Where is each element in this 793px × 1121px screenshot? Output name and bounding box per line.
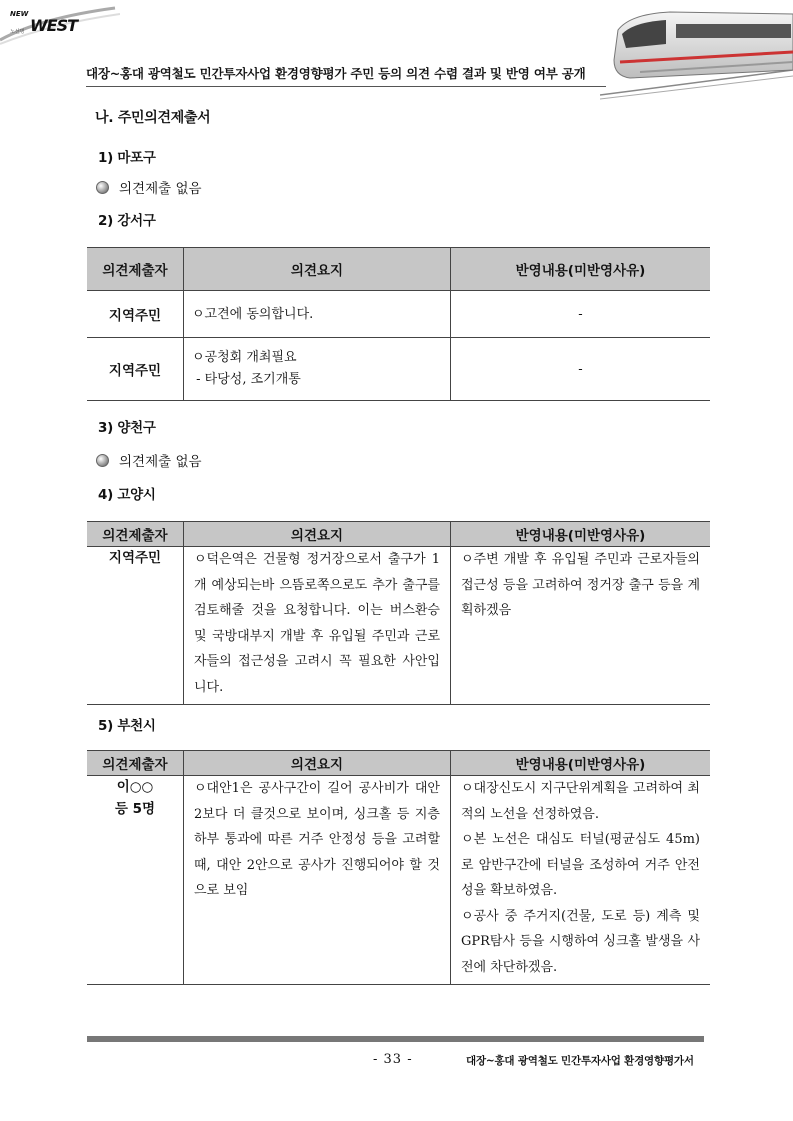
table-header-row bbox=[87, 751, 710, 776]
subsection-title-mapo: 1) 마포구 bbox=[98, 150, 156, 166]
logo-sub-text: 노선명 bbox=[10, 29, 25, 35]
response-text: ㅇ본 노선은 대심도 터널(평균심도 45m)로 암반구간에 터널을 조성하여 거주 안전성을 확보하였음. bbox=[461, 832, 700, 898]
page-header bbox=[0, 0, 793, 100]
submitter-count: 등 5명 bbox=[114, 801, 156, 817]
footer-document-title: 대장~홍대 광역철도 민간투자사업 환경영향평가서 bbox=[466, 1055, 694, 1067]
table-row bbox=[87, 338, 710, 401]
bullet-icon bbox=[96, 454, 109, 467]
opinion-cell bbox=[184, 547, 451, 705]
header-submitter: 의견제출자 bbox=[87, 248, 184, 291]
bullet-icon bbox=[96, 181, 109, 194]
header-response: 반영내용(미반영사유) bbox=[451, 248, 711, 291]
header-submitter: 의견제출자 bbox=[87, 751, 184, 776]
no-opinion-item-yangcheon bbox=[96, 450, 202, 470]
subsection-title-gangseo: 2) 강서구 bbox=[98, 213, 156, 229]
submitter-name: 이○○ bbox=[116, 779, 154, 795]
logo-new-text: NEW bbox=[10, 10, 29, 18]
response-cell bbox=[451, 776, 711, 985]
document-header-title: 대장~홍대 광역철도 민간투자사업 환경영향평가 주민 등의 의견 수렴 결과 및 반영 여부 공개 bbox=[86, 66, 586, 81]
response-text: ㅇ주변 개발 후 유입될 주민과 근로자들의 접근성 등을 고려하여 정거장 출구 등을 계획하겠음 bbox=[461, 552, 700, 618]
subsection-title-yangcheon: 3) 양천구 bbox=[98, 420, 156, 436]
response-cell: - bbox=[451, 338, 711, 401]
opinion-text: ㅇ대안1은 공사구간이 길어 공사비가 대안2보다 더 클것으로 보이며, 싱크홀 등 지층 하부 통과에 따른 거주 안정성 등을 고려할 때, 대안 2안으로 공사가 진행되어야 할 것으로 보임 bbox=[194, 781, 440, 898]
new-west-logo bbox=[4, 8, 96, 38]
response-cell bbox=[451, 547, 711, 705]
table-row bbox=[87, 776, 710, 985]
no-opinion-text: 의견제출 없음 bbox=[119, 181, 202, 197]
response-text: ㅇ공사 중 주거지(건물, 도로 등) 계측 및 GPR탐사 등을 시행하여 싱크홀 발생을 사전에 차단하겠음. bbox=[461, 908, 700, 975]
table-header-row bbox=[87, 522, 710, 547]
table-header-row bbox=[87, 248, 710, 291]
opinion-table-goyang bbox=[87, 521, 710, 705]
opinion-table-bucheon bbox=[87, 750, 710, 985]
logo-west-text: WEST bbox=[30, 16, 78, 35]
table-row bbox=[87, 291, 710, 338]
submitter-cell: 지역주민 bbox=[87, 291, 184, 338]
opinion-table-gangseo bbox=[87, 247, 710, 401]
page-number: - 33 - bbox=[373, 1052, 413, 1067]
opinion-text: ㅇ고견에 동의합니다. bbox=[192, 306, 314, 322]
opinion-cell bbox=[184, 776, 451, 985]
header-response: 반영내용(미반영사유) bbox=[451, 751, 711, 776]
response-cell: - bbox=[451, 291, 711, 338]
footer-rule bbox=[87, 1036, 704, 1042]
header-opinion: 의견요지 bbox=[184, 522, 451, 547]
opinion-text: ㅇ공청회 개최필요 bbox=[192, 350, 297, 365]
section-title: 나. 주민의견제출서 bbox=[95, 110, 211, 126]
submitter-cell: 지역주민 bbox=[87, 547, 184, 705]
table-row bbox=[87, 547, 710, 705]
response-text: ㅇ대장신도시 지구단위계획을 고려하여 최적의 노선을 선정하였음. bbox=[461, 781, 700, 822]
subsection-title-goyang: 4) 고양시 bbox=[98, 487, 156, 503]
opinion-text: ㅇ덕은역은 건물형 정거장으로서 출구가 1개 예상되는바 으뜸로쪽으로도 추가 출구를 검토해줄 것을 요청합니다. 이는 버스환승 및 국방대부지 개발 후 유입될 주민과 근로자들의 접근성을 고려시 꼭 필요한 사안입니다. bbox=[194, 552, 440, 695]
opinion-cell bbox=[184, 291, 451, 338]
opinion-subtext: - 타당성, 조기개통 bbox=[192, 372, 301, 387]
header-response: 반영내용(미반영사유) bbox=[451, 522, 711, 547]
header-submitter: 의견제출자 bbox=[87, 522, 184, 547]
opinion-cell bbox=[184, 338, 451, 401]
submitter-cell: 지역주민 bbox=[87, 338, 184, 401]
header-opinion: 의견요지 bbox=[184, 248, 451, 291]
submitter-cell bbox=[87, 776, 184, 985]
subsection-title-bucheon: 5) 부천시 bbox=[98, 718, 156, 734]
header-rule bbox=[86, 86, 606, 87]
header-opinion: 의견요지 bbox=[184, 751, 451, 776]
train-illustration bbox=[600, 0, 793, 100]
no-opinion-text: 의견제출 없음 bbox=[119, 454, 202, 470]
no-opinion-item-mapo bbox=[96, 177, 202, 197]
